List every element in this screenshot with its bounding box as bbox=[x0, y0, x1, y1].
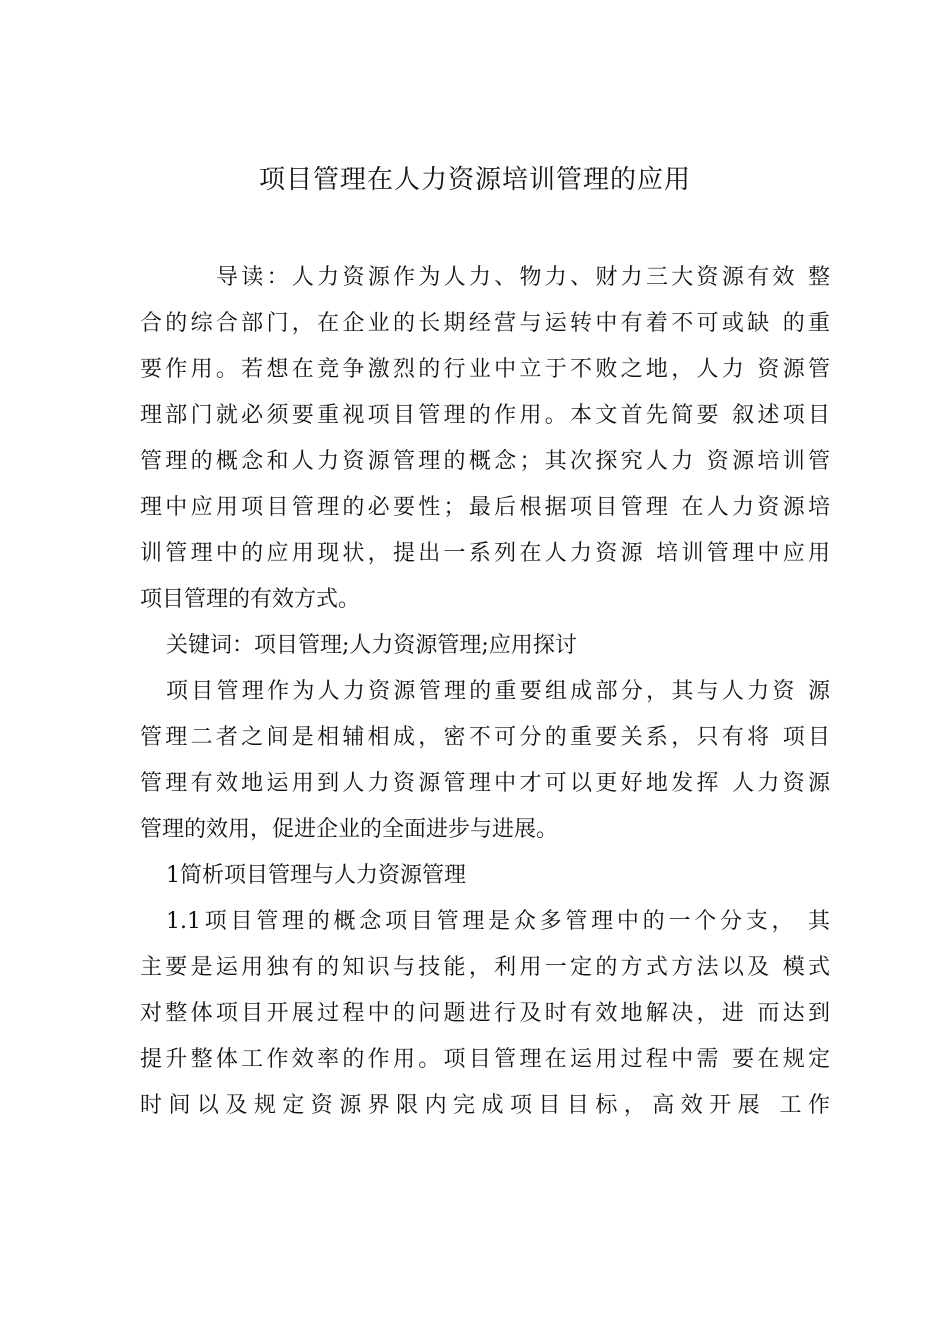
text-line: 对整体项目开展过程中的问题进行及时有效地解决，进 而达到 bbox=[140, 1001, 830, 1026]
document-title: 项目管理在人力资源培训管理的应用 bbox=[258, 165, 691, 195]
document-body bbox=[140, 255, 830, 1129]
text-line: 项目管理作为人力资源管理的重要组成部分，其与人力资 源 bbox=[166, 679, 830, 704]
text-line: 理中应用项目管理的必要性；最后根据项目管理 在人力资源培 bbox=[140, 495, 830, 520]
text-line: 关键词：项目管理;人力资源管理;应用探讨 bbox=[166, 633, 577, 658]
text-line: 理部门就必须要重视项目管理的作用。本文首先简要 叙述项目 bbox=[140, 403, 830, 428]
text-line: 管理的概念和人力资源管理的概念；其次探究人力 资源培训管 bbox=[140, 449, 830, 474]
abstract-paragraph bbox=[140, 255, 830, 623]
text-line: 1.1项目管理的概念项目管理是众多管理中的一个分支， 其 bbox=[166, 909, 830, 934]
text-line: 管理有效地运用到人力资源管理中才可以更好地发挥 人力资源 bbox=[140, 771, 830, 796]
text-line: 主要是运用独有的知识与技能，利用一定的方式方法以及 模式 bbox=[140, 955, 830, 980]
text-line: 1简析项目管理与人力资源管理 bbox=[166, 863, 466, 888]
body-paragraph bbox=[140, 669, 830, 853]
text-line: 管理的效用，促进企业的全面进步与进展。 bbox=[140, 817, 559, 842]
section-heading bbox=[140, 853, 830, 899]
text-line: 项目管理的有效方式。 bbox=[140, 587, 361, 612]
text-line: 提升整体工作效率的作用。项目管理在运用过程中需 要在规定 bbox=[140, 1047, 830, 1072]
text-line: 时间以及规定资源界限内完成项目目标，高效开展 工作 bbox=[140, 1093, 830, 1118]
text-line: 管理二者之间是相辅相成，密不可分的重要关系，只有将 项目 bbox=[140, 725, 830, 750]
text-line: 导读：人力资源作为人力、物力、财力三大资源有效 整 bbox=[216, 265, 830, 290]
body-paragraph bbox=[140, 899, 830, 1129]
text-line: 训管理中的应用现状，提出一系列在人力资源 培训管理中应用 bbox=[140, 541, 830, 566]
text-line: 合的综合部门，在企业的长期经营与运转中有着不可或缺 的重 bbox=[140, 311, 830, 336]
keywords-line bbox=[140, 623, 830, 669]
text-line: 要作用。若想在竞争激烈的行业中立于不败之地，人力 资源管 bbox=[140, 357, 830, 382]
